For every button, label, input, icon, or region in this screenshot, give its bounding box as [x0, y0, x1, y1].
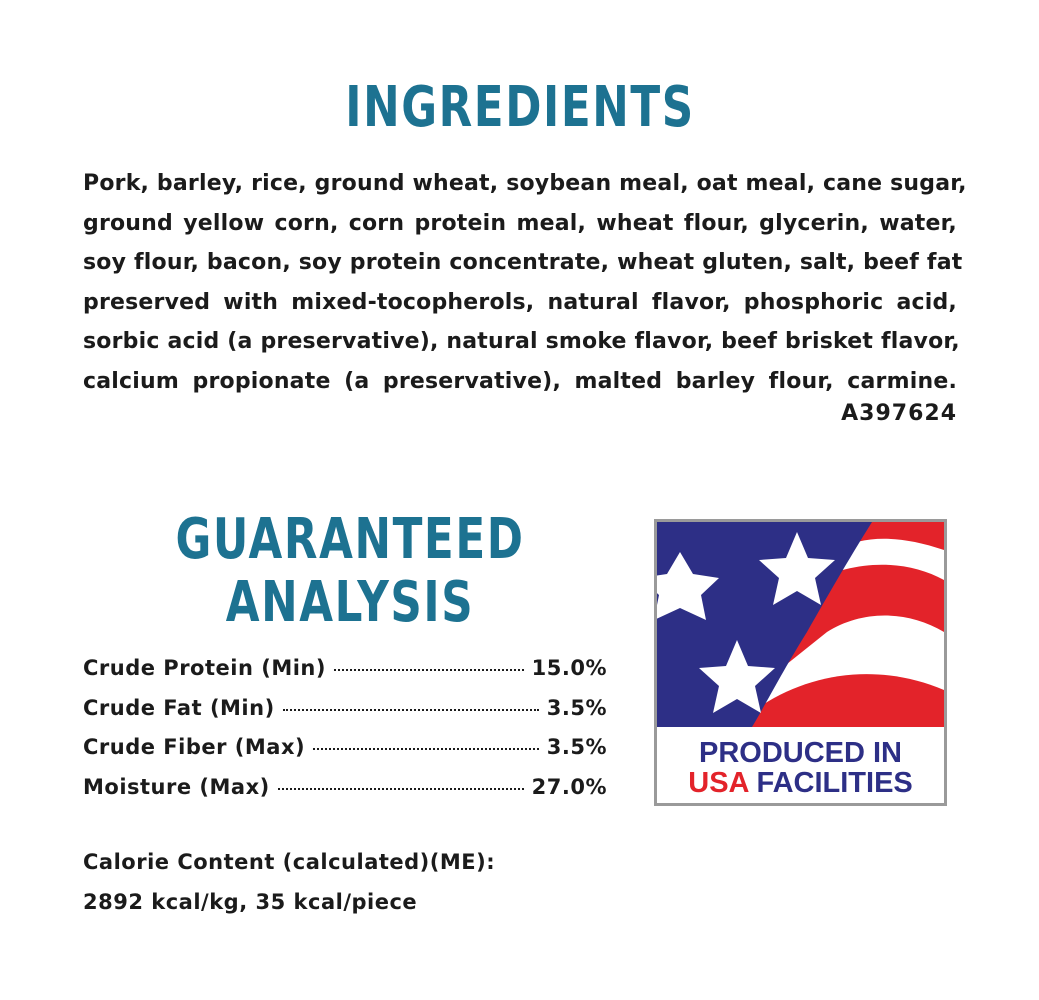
badge-line1: PRODUCED IN: [698, 737, 902, 769]
analysis-row-crude-fiber: [83, 735, 607, 775]
analysis-table: [83, 656, 607, 814]
ingredients-line: preserved with mixed-tocopherols, natural flavor, phosphoric acid,: [83, 289, 957, 315]
dot-leader: [283, 709, 539, 711]
analysis-row-crude-protein: [83, 656, 607, 696]
ingredients-heading: INGREDIENTS: [345, 75, 695, 140]
analysis-value: 3.5%: [546, 695, 607, 720]
analysis-value: 15.0%: [531, 656, 607, 680]
calorie-label: Calorie Content (calculated)(ME):: [83, 850, 496, 874]
ingredients-text: [83, 164, 967, 401]
badge-facilities-text: FACILITIES: [748, 767, 913, 799]
ingredients-line: sorbic acid (a preservative), natural smoke flavor, beef brisket flavor,: [83, 329, 960, 354]
ingredients-line: calcium propionate (a preservative), malted barley flour, carmine.: [83, 368, 957, 394]
guaranteed-analysis-heading-line1: GUARANTEED: [175, 507, 525, 572]
analysis-value: 3.5%: [546, 735, 607, 759]
calorie-content: [83, 842, 495, 922]
dot-leader: [313, 748, 539, 750]
ingredients-line: ground yellow corn, corn protein meal, wheat flour, glycerin, water,: [83, 210, 957, 236]
analysis-label: Crude Fiber (Max): [83, 735, 306, 759]
usa-flag-badge: [654, 519, 947, 806]
calorie-value: 2892 kcal/kg, 35 kcal/piece: [83, 890, 418, 914]
ingredients-line: soy flour, bacon, soy protein concentrate, wheat gluten, salt, beef fat: [83, 250, 963, 275]
badge-line2: [657, 768, 944, 798]
analysis-label: Crude Protein (Min): [83, 656, 326, 680]
analysis-row-moisture: [83, 775, 607, 815]
analysis-value: 27.0%: [531, 774, 607, 799]
badge-usa-text: USA: [688, 767, 749, 799]
analysis-label: Crude Fat (Min): [83, 695, 275, 720]
product-code: A397624: [841, 401, 957, 426]
dot-leader: [278, 788, 524, 790]
analysis-label: Moisture (Max): [83, 774, 270, 799]
analysis-row-crude-fat: [83, 696, 607, 736]
dot-leader: [334, 669, 524, 671]
ingredients-line: Pork, barley, rice, ground wheat, soybean meal, oat meal, cane sugar,: [83, 171, 967, 196]
guaranteed-analysis-heading-line2: ANALYSIS: [225, 570, 475, 635]
